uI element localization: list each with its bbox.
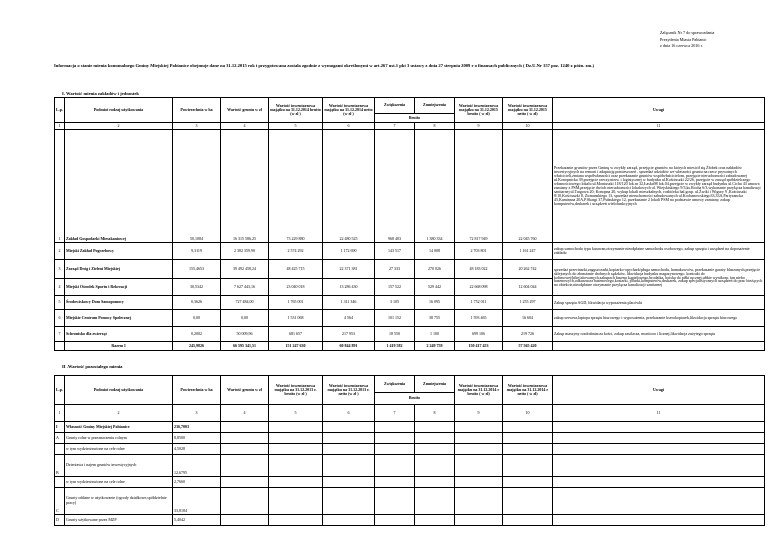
col-number: 1 bbox=[55, 123, 65, 130]
cell-b14: 73 229 880 bbox=[269, 130, 323, 243]
cell-decrease: 529 442 bbox=[415, 279, 455, 296]
cell-n15: 16 604 bbox=[503, 310, 553, 327]
cell-n15: 12 604 044 bbox=[503, 279, 553, 296]
cell-n14: 22 371 381 bbox=[323, 260, 375, 279]
header-note bbox=[660, 30, 760, 50]
cell-name: Dzierżawa i najem gruntów inwestycyjnych bbox=[65, 455, 173, 477]
col-header-b14: Wartość inwentarzowa majątku na 31.12.2014 brutto (w zł ) bbox=[269, 98, 323, 123]
cell-total-label: Razem I bbox=[65, 342, 173, 351]
cell-land: 50 009,96 bbox=[221, 327, 269, 342]
col-number: 8 bbox=[415, 405, 455, 422]
col-header-increase: Zwiększenia bbox=[375, 98, 415, 114]
cell-area: 0,3626 bbox=[173, 296, 221, 310]
cell-name: Miejskie Centrum Pomocy Społecznej bbox=[65, 310, 173, 327]
cell-area: 236,7003 bbox=[173, 422, 221, 433]
cell-b15: 22 668 098 bbox=[455, 279, 503, 296]
table-row bbox=[55, 422, 765, 433]
cell-decrease: 270 026 bbox=[415, 260, 455, 279]
col-header-decrease: Zmniejszenia bbox=[415, 376, 455, 393]
col-header-land: Wartość gruntu w zł bbox=[221, 376, 269, 405]
col-header-n14: Wartość inwentarzowa majątku na 31.12.2014 netto (w zł ) bbox=[323, 98, 375, 123]
col-header-n14: Wartość inwentarzowa majątku na 31.12.2014 r netto ( w zł) bbox=[503, 376, 553, 405]
table-row bbox=[55, 327, 765, 342]
col-number: 4 bbox=[221, 123, 269, 130]
cell-name: Schronisko dla zwierząt bbox=[65, 327, 173, 342]
col-header-b14: Wartość inwentarzowa majątku na 31.12.2014 r brutto ( w zł) bbox=[455, 376, 503, 405]
cell-area: 155,4653 bbox=[173, 260, 221, 279]
cell-n15: 219 726 bbox=[503, 327, 553, 342]
cell-land: 727 484,00 bbox=[221, 296, 269, 310]
table-row bbox=[55, 296, 765, 310]
cell-area: 9,3119 bbox=[173, 243, 221, 260]
col-number: 2 bbox=[65, 405, 173, 422]
cell-notes: Przekazanie gruntów przez Gminę w zwykły zarząd, przejęcie gruntów na których miesicił się Żłobek oraz nakładów inwestycyjnych na remont i adaptację pomieszczeń , sprzedaż udziałów we własności gruntu na rzecz prywatnych właścicieli,zmiana współwłasności oraz przekazanie gruntów współwłaścicielom, przejęcie nieruchomości zabudowanej ul.Konopnicka 39,przejęcie rzeczy.nieru. i logistycznej w budynku ul.Kościuszki 22/26, przejęcie w zarząd spółdzielczego własnościowego lokalu ul.Moniuszki 118/120 lok.nr 32,Łaska98 lok.04,przejęcie w zwykły zarząd budynku ul.Cicha 43 umowa zamiany z PSM,przejęcie dwóch nieruchomości lokalowych ul. Wiejskiskiego 9/3,ks.Rocha 6/3,wykonanie przyłącza kanalizacji sanitarnej ul.Targowa 20; Konopna 20, wykup lokali mieszkalnych, rozbiórka hal.gosp. ul.Żwiki i Wigury 9 ,Kościuszki 8/10,Kościuszki 8, Zirmanskiego 13, sprzedaż nieruchomości zabudowanych ul.Kochanowskiego33,33A,Partyzancka 45,Kaminsna 20A,P.Skargi 37,Pułaskiego 12, przekazanie 2 lokali PSM na podstawie umowy zamiany, zakup komputerów,drukarek i urządzeń wielofunkcyjnych bbox=[553, 130, 765, 243]
cell-decrease: 14 008 bbox=[415, 243, 455, 260]
cell-b14: 1 765 001 bbox=[269, 296, 323, 310]
cell-lp: C bbox=[55, 488, 65, 515]
col-header-increase: Zwiększenia bbox=[375, 376, 415, 393]
col-number: 9 bbox=[455, 405, 503, 422]
col-number: 10 bbox=[503, 405, 553, 422]
cell-decrease: 1 100 bbox=[415, 327, 455, 342]
cell-decrease: 2 249 759 bbox=[415, 342, 455, 351]
cell-name: w tym wydzierżawione na cele rolne bbox=[65, 444, 173, 455]
table-row bbox=[55, 433, 765, 444]
cell-lp: I bbox=[55, 422, 65, 433]
cell-b15: 1 593 465 bbox=[455, 310, 503, 327]
col-header-n13: Wartość inwentarzowa majątku na 31.12.2013 r. netto (w zł ) bbox=[323, 376, 375, 405]
table-row bbox=[55, 310, 765, 327]
cell-n14: 217 953 bbox=[323, 327, 375, 342]
cell-area: 4,5028 bbox=[173, 444, 221, 455]
table-row bbox=[55, 243, 765, 260]
cell-n15: 57 565 420 bbox=[503, 342, 553, 351]
cell-name: Grunty użytkowane przez MZP bbox=[65, 515, 173, 526]
header-note-line: z dnia 16 czerwca 2016 r. bbox=[660, 43, 703, 48]
cell-lp bbox=[55, 444, 65, 455]
cell-notes: Zakup maszyny rozdrabniacza kości, zakup zasilacza, monitora i licznej,likwidacja zużytego sprzętu bbox=[553, 327, 765, 342]
cell-name: Miejski Zakład Pogrzebowy bbox=[65, 243, 173, 260]
col-number: 5 bbox=[269, 405, 323, 422]
col-header-brutto: Brutto bbox=[375, 114, 455, 123]
cell-n15: 20 262 742 bbox=[503, 260, 553, 279]
cell-b15: 72 817 949 bbox=[455, 130, 503, 243]
cell-increase: 1 419 582 bbox=[375, 342, 415, 351]
table-row bbox=[55, 130, 765, 243]
cell-area: 12,6795 bbox=[173, 455, 221, 477]
cell-increase: 101 152 bbox=[375, 310, 415, 327]
cell-area: 2,7660 bbox=[173, 477, 221, 488]
table-row bbox=[55, 488, 765, 515]
cell-decrease: 16 095 bbox=[415, 296, 455, 310]
cell-notes: zakup samochodu typu karawan,otrzymanie nieodpłatne samochodu osobowego, zakup sprzętu i urządzeń na doposażenie zakładu bbox=[553, 243, 765, 260]
col-header-decrease: Zmniejszenia bbox=[415, 98, 455, 114]
cell-b15: 2 703 801 bbox=[455, 243, 503, 260]
cell-n15: 22 045 760 bbox=[503, 130, 553, 243]
cell-name: Własność Gminy Miejskiej Pabianice bbox=[65, 422, 173, 433]
cell-area: 0,2002 bbox=[173, 327, 221, 342]
header-note-line: Prezydenta Miasta Pabianic bbox=[660, 36, 707, 42]
cell-n14: 1 172 690 bbox=[323, 243, 375, 260]
col-header-brutto: Brutto bbox=[375, 393, 455, 405]
cell-land: 66 595 341,51 bbox=[221, 342, 269, 351]
cell-increase: 143 517 bbox=[375, 243, 415, 260]
col-header-notes: Uwagi bbox=[553, 98, 765, 123]
col-header-name: Podmiot rodzaj użytkowania bbox=[65, 376, 173, 405]
cell-lp: 7 bbox=[55, 327, 65, 342]
cell-lp: 2 bbox=[55, 243, 65, 260]
cell-name: Grunty rolne w przeznaczeniu rolnym bbox=[65, 433, 173, 444]
cell-n15: 1 255 297 bbox=[503, 296, 553, 310]
cell-lp: A bbox=[55, 433, 65, 444]
cell-n14: 1 311 346 bbox=[323, 296, 375, 310]
cell-b15: 48 183 022 bbox=[455, 260, 503, 279]
cell-name: Grunty oddane w użytkowanie (ogrody działkowe,spółdzielnie pracy) bbox=[65, 488, 173, 515]
cell-notes: zakup serwera,laptopa sprzętu biurowego i wyposażenia, przekazanie kserokopiarek,likwidacja sprzętu biurowego bbox=[553, 310, 765, 327]
table-row bbox=[55, 455, 765, 477]
col-number: 8 bbox=[415, 123, 455, 130]
cell-b14: 681 657 bbox=[269, 327, 323, 342]
cell-area: 30,5342 bbox=[173, 279, 221, 296]
table-row bbox=[55, 515, 765, 526]
cell-notes bbox=[553, 342, 765, 351]
cell-lp: 4 bbox=[55, 279, 65, 296]
cell-n15: 1 161 247 bbox=[503, 243, 553, 260]
cell-notes: sprzedaż przecinarki,zagęszczarki,kopiarko-opychark/pługa samochodu, hamakowców, przekazanie garaży blaszanych,przejęcie sklejonych do złomżanie drobnych sądzków, likwidacja budynku magazynowego. kontrakt do kolimowej/bike/aitowanych,zakupach basenu kąpielowego,brodzika, boiska do piłki ręcznej,ułtkie wynikom, fan niebo basenowych,odkurzacza basenowego,kosiarki, pilarki,komputerów,drukarek, zakup specjalistycznych urządzeń do prac bieżących na obiekcie,nieodpłatne otrzymanie przyłącza kanalizacji sanitarnej bbox=[553, 260, 765, 296]
col-header-name: Podmiot rodzaj użytkowania bbox=[65, 98, 173, 123]
cell-area: 245,9826 bbox=[173, 342, 221, 351]
cell-b14: 2 574 292 bbox=[269, 243, 323, 260]
col-number: 11 bbox=[553, 123, 765, 130]
col-header-lp: L.p. bbox=[55, 98, 65, 123]
cell-area: 0,00 bbox=[173, 310, 221, 327]
section-1-title: I. Wartość mienia zakładów i jednostek bbox=[62, 91, 139, 96]
col-header-area: Powierzchnia w ha bbox=[173, 376, 221, 405]
col-number: 7 bbox=[375, 405, 415, 422]
cell-lp: 6 bbox=[55, 310, 65, 327]
col-header-b15: Wartość inwentarzowa majątku na 31.12.2015 brutto ( w zł) bbox=[455, 98, 503, 123]
cell-decrease: 38 755 bbox=[415, 310, 455, 327]
col-number: 1 bbox=[55, 405, 65, 422]
col-number: 2 bbox=[65, 123, 173, 130]
cell-increase: 157 522 bbox=[375, 279, 415, 296]
cell-area: 8,8500 bbox=[173, 433, 221, 444]
col-number: 6 bbox=[323, 123, 375, 130]
cell-increase: 27 333 bbox=[375, 260, 415, 279]
cell-name: w tym wydzierżawione na cele rolne bbox=[65, 477, 173, 488]
cell-increase: 3 105 bbox=[375, 296, 415, 310]
col-number: 9 bbox=[455, 123, 503, 130]
table-row bbox=[55, 477, 765, 488]
cell-lp: B bbox=[55, 455, 65, 477]
col-number: 4 bbox=[221, 405, 269, 422]
cell-area: 5,4042 bbox=[173, 515, 221, 526]
col-header-land: Wartość gruntu w zł bbox=[221, 98, 269, 123]
table-total-row bbox=[55, 342, 765, 351]
col-header-notes: Uwagi bbox=[553, 376, 765, 405]
cell-name: Środowiskowy Dom Samopomocy bbox=[65, 296, 173, 310]
table-row bbox=[55, 260, 765, 279]
cell-area: 33,8184 bbox=[173, 488, 221, 515]
cell-lp: 1 bbox=[55, 130, 65, 243]
cell-lp bbox=[55, 477, 65, 488]
cell-lp bbox=[55, 342, 65, 351]
cell-land: 2 382 359,90 bbox=[221, 243, 269, 260]
table-row bbox=[55, 444, 765, 455]
cell-land: 16 315 586,25 bbox=[221, 130, 269, 243]
cell-decrease: 1 380 334 bbox=[415, 130, 455, 243]
assets-table-other bbox=[54, 375, 765, 526]
header-note-line: Załącznik Nr 7 do sprawozdania bbox=[660, 30, 715, 35]
col-header-n15: Wartość inwentarzowa majątku na 31.12.2015 netto ( w zł) bbox=[503, 98, 553, 123]
cell-b14: 23 040 018 bbox=[269, 279, 323, 296]
cell-b14: 151 247 630 bbox=[269, 342, 323, 351]
section-2-title: II .Wartość pozostałego mienia bbox=[62, 364, 123, 369]
col-number: 11 bbox=[553, 405, 765, 422]
cell-lp: 5 bbox=[55, 296, 65, 310]
assets-table-units bbox=[54, 97, 765, 351]
col-header-area: Powierzchnia w ha bbox=[173, 98, 221, 123]
cell-name: Zarząd Dróg i Zieleni Miejskiej bbox=[65, 260, 173, 279]
cell-notes: Zakup sprzętu AGD, likwidacja wyposażenia placówki bbox=[553, 296, 765, 310]
cell-b15: 1 752 011 bbox=[455, 296, 503, 310]
cell-name: Miejski Ośrodek Sportu i Rekreacji bbox=[65, 279, 173, 296]
col-number: 3 bbox=[173, 123, 221, 130]
cell-land: 39 492 458,24 bbox=[221, 260, 269, 279]
cell-n14: 4 564 bbox=[323, 310, 375, 327]
col-number: 10 bbox=[503, 123, 553, 130]
col-number: 7 bbox=[375, 123, 415, 130]
document-title: Informacja o stanie mienia komunalnego Gminy Miejskiej Pabianice obejmuje dane na 31.12.2015 rok i przygotowana została zgodnie z wymogami określonymi w art.267 ust.1 pkt 3 ustawy z dnia 27 sierpnia 2009 r o finansach publicznych ( Dz.U.Nr 157 poz. 1240 z późn. zm.) bbox=[54, 63, 595, 68]
cell-n14: 22 480 525 bbox=[323, 130, 375, 243]
cell-increase: 18 550 bbox=[375, 327, 415, 342]
cell-increase: 968 403 bbox=[375, 130, 415, 243]
cell-lp: 3 bbox=[55, 260, 65, 279]
cell-n14: 13 286 430 bbox=[323, 279, 375, 296]
col-header-b13: Wartość inwentarzowa majątku na 31.12.2013 r. brutto (w zł ) bbox=[269, 376, 323, 405]
col-number: 3 bbox=[173, 405, 221, 422]
cell-b14: 1 531 068 bbox=[269, 310, 323, 327]
cell-lp: D bbox=[55, 515, 65, 526]
cell-land: 0,00 bbox=[221, 310, 269, 327]
col-header-lp: L.p. bbox=[55, 376, 65, 405]
col-number: 5 bbox=[269, 123, 323, 130]
col-number: 6 bbox=[323, 405, 375, 422]
cell-n14: 60 844 891 bbox=[323, 342, 375, 351]
cell-b14: 48 425 715 bbox=[269, 260, 323, 279]
cell-b15: 150 417 453 bbox=[455, 342, 503, 351]
cell-b15: 699 106 bbox=[455, 327, 503, 342]
cell-name: Zakład Gospodarki Mieszkaniowej bbox=[65, 130, 173, 243]
cell-land: 7 627 443,16 bbox=[221, 279, 269, 296]
cell-area: 50,1084 bbox=[173, 130, 221, 243]
